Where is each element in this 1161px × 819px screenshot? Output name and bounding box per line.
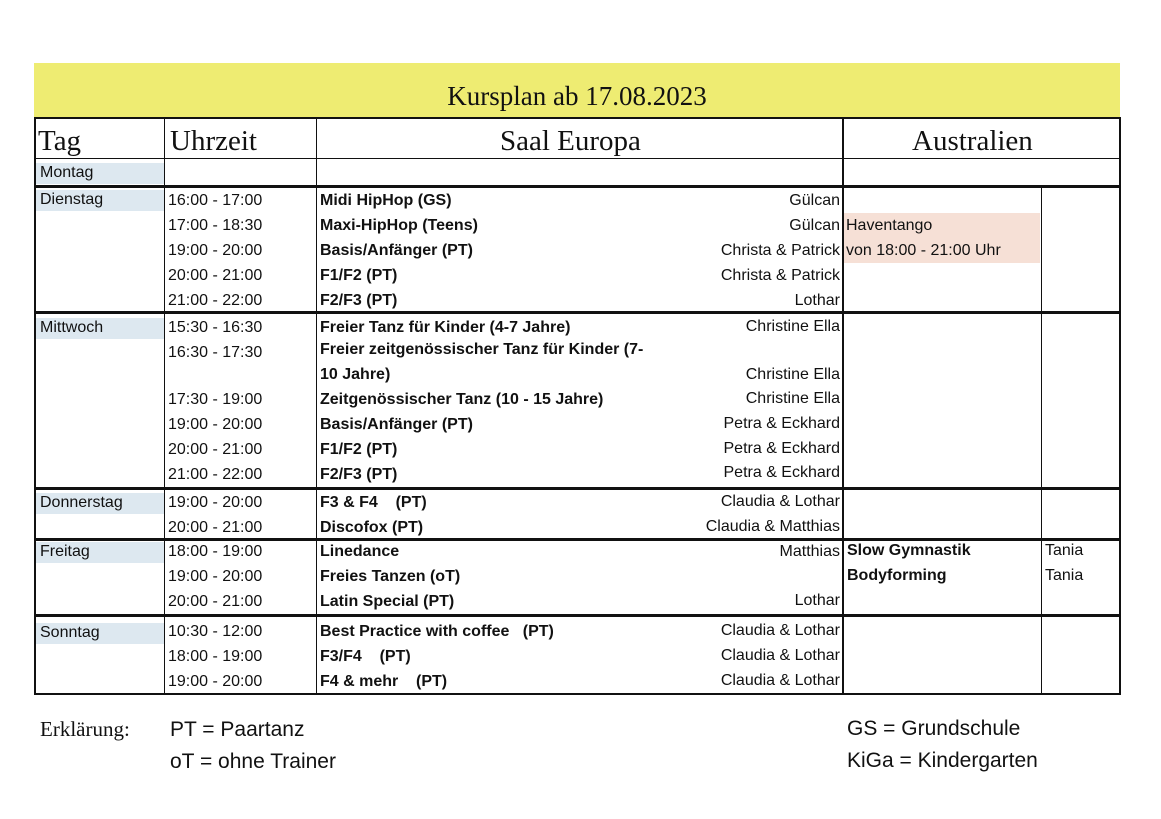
haventango-title: Haventango — [846, 217, 933, 234]
trainer-cell: Gülcan — [789, 217, 840, 234]
trainer-cell: Christa & Patrick — [720, 267, 840, 284]
course-cell: Basis/Anfänger (PT) — [320, 416, 473, 433]
course-cell: Freies Tanzen (oT) — [320, 568, 461, 585]
col-line-right — [1119, 117, 1121, 695]
day-donnerstag: Donnerstag — [36, 493, 164, 514]
course-cell: Zeitgenössischer Tanz (10 - 15 Jahre) — [320, 391, 604, 408]
time-cell: 20:00 - 21:00 — [168, 593, 263, 610]
trainer-cell: Lothar — [794, 592, 840, 609]
haventango-time: von 18:00 - 21:00 Uhr — [846, 242, 1001, 259]
course-cell: Freier Tanz für Kinder (4-7 Jahre) — [320, 319, 571, 336]
trainer-cell: Petra & Eckhard — [723, 440, 840, 457]
legend-kiga: KiGa = Kindergarten — [847, 749, 1038, 772]
time-cell: 16:00 - 17:00 — [168, 192, 263, 209]
time-cell: 19:00 - 20:00 — [168, 568, 263, 585]
trainer-cell: Matthias — [779, 543, 840, 560]
col-line-tag — [164, 117, 165, 695]
trainer-cell: Claudia & Lothar — [720, 493, 840, 510]
col-line-uhrzeit — [316, 117, 317, 695]
col-line-europa — [842, 117, 844, 695]
table-border-bottom — [34, 693, 1121, 695]
course-cell: Discofox (PT) — [320, 519, 424, 536]
trainer-cell: Tania — [1045, 542, 1084, 559]
trainer-cell: Claudia & Matthias — [705, 518, 840, 535]
course-cell: Best Practice with coffee (PT) — [320, 623, 554, 640]
trainer-cell: Claudia & Lothar — [720, 622, 840, 639]
course-cell: Latin Special (PT) — [320, 593, 455, 610]
time-cell: 20:00 - 21:00 — [168, 267, 263, 284]
table-border-top — [34, 117, 1121, 119]
time-cell: 18:00 - 19:00 — [168, 648, 263, 665]
schedule-table — [34, 117, 1121, 695]
time-cell: 20:00 - 21:00 — [168, 441, 263, 458]
trainer-cell: Christine Ella — [745, 390, 840, 407]
trainer-cell: Christine Ella — [745, 318, 840, 335]
header-tag: Tag — [38, 125, 82, 157]
course-cell: F1/F2 (PT) — [320, 267, 398, 284]
course-cell: Midi HipHop (GS) — [320, 192, 452, 209]
day-montag: Montag — [36, 163, 164, 184]
time-cell: 18:00 - 19:00 — [168, 543, 263, 560]
time-cell: 19:00 - 20:00 — [168, 673, 263, 690]
course-cell: Freier zeitgenössischer Tanz für Kinder (7- — [320, 341, 644, 358]
trainer-cell: Claudia & Lothar — [720, 647, 840, 664]
course-cell: Linedance — [320, 543, 400, 560]
legend-ot: oT = ohne Trainer — [170, 750, 336, 773]
trainer-cell: Gülcan — [789, 192, 840, 209]
time-cell: 20:00 - 21:00 — [168, 519, 263, 536]
col-line-australien-trainer — [1041, 187, 1042, 695]
haventango-highlight — [844, 213, 1040, 263]
header-saal-europa: Saal Europa — [500, 125, 641, 157]
course-cell: F2/F3 (PT) — [320, 466, 398, 483]
trainer-cell: Christa & Patrick — [720, 242, 840, 259]
time-cell: 21:00 - 22:00 — [168, 292, 263, 309]
page-title: Kursplan ab 17.08.2023 — [34, 63, 1120, 117]
time-cell: 21:00 - 22:00 — [168, 466, 263, 483]
course-cell: F4 & mehr (PT) — [320, 673, 448, 690]
course-cell-continued: 10 Jahre) — [320, 366, 391, 383]
trainer-cell: Tania — [1045, 567, 1084, 584]
day-freitag: Freitag — [36, 542, 164, 563]
row-divider-mittwoch — [34, 487, 1121, 490]
day-mittwoch: Mittwoch — [36, 318, 164, 339]
day-dienstag: Dienstag — [36, 190, 164, 211]
legend-label: Erklärung: — [40, 717, 130, 741]
row-divider-montag — [34, 185, 1121, 188]
day-sonntag: Sonntag — [36, 623, 164, 644]
time-cell: 19:00 - 20:00 — [168, 242, 263, 259]
row-divider-freitag — [34, 614, 1121, 617]
time-cell: 19:00 - 20:00 — [168, 494, 263, 511]
trainer-cell: Claudia & Lothar — [720, 672, 840, 689]
time-cell: 17:30 - 19:00 — [168, 391, 263, 408]
header-divider — [34, 158, 1121, 159]
course-cell: Basis/Anfänger (PT) — [320, 242, 473, 259]
time-cell: 10:30 - 12:00 — [168, 623, 263, 640]
legend-pt: PT = Paartanz — [170, 718, 305, 741]
trainer-cell: Lothar — [794, 292, 840, 309]
time-cell: 16:30 - 17:30 — [168, 344, 263, 361]
header-uhrzeit: Uhrzeit — [170, 125, 257, 157]
course-cell: Slow Gymnastik — [847, 542, 971, 559]
course-cell: F1/F2 (PT) — [320, 441, 398, 458]
time-cell: 19:00 - 20:00 — [168, 416, 263, 433]
course-cell: F3/F4 (PT) — [320, 648, 411, 665]
row-divider-dienstag — [34, 311, 1121, 314]
trainer-cell: Petra & Eckhard — [723, 415, 840, 432]
course-cell: Maxi-HipHop (Teens) — [320, 217, 478, 234]
time-cell: 15:30 - 16:30 — [168, 319, 263, 336]
time-cell: 17:00 - 18:30 — [168, 217, 263, 234]
trainer-cell: Christine Ella — [745, 366, 840, 383]
trainer-cell: Petra & Eckhard — [723, 464, 840, 481]
legend-gs: GS = Grundschule — [847, 717, 1021, 740]
course-cell: F3 & F4 (PT) — [320, 494, 427, 511]
course-cell: F2/F3 (PT) — [320, 292, 398, 309]
header-australien: Australien — [912, 125, 1033, 157]
course-cell: Bodyforming — [847, 567, 947, 584]
